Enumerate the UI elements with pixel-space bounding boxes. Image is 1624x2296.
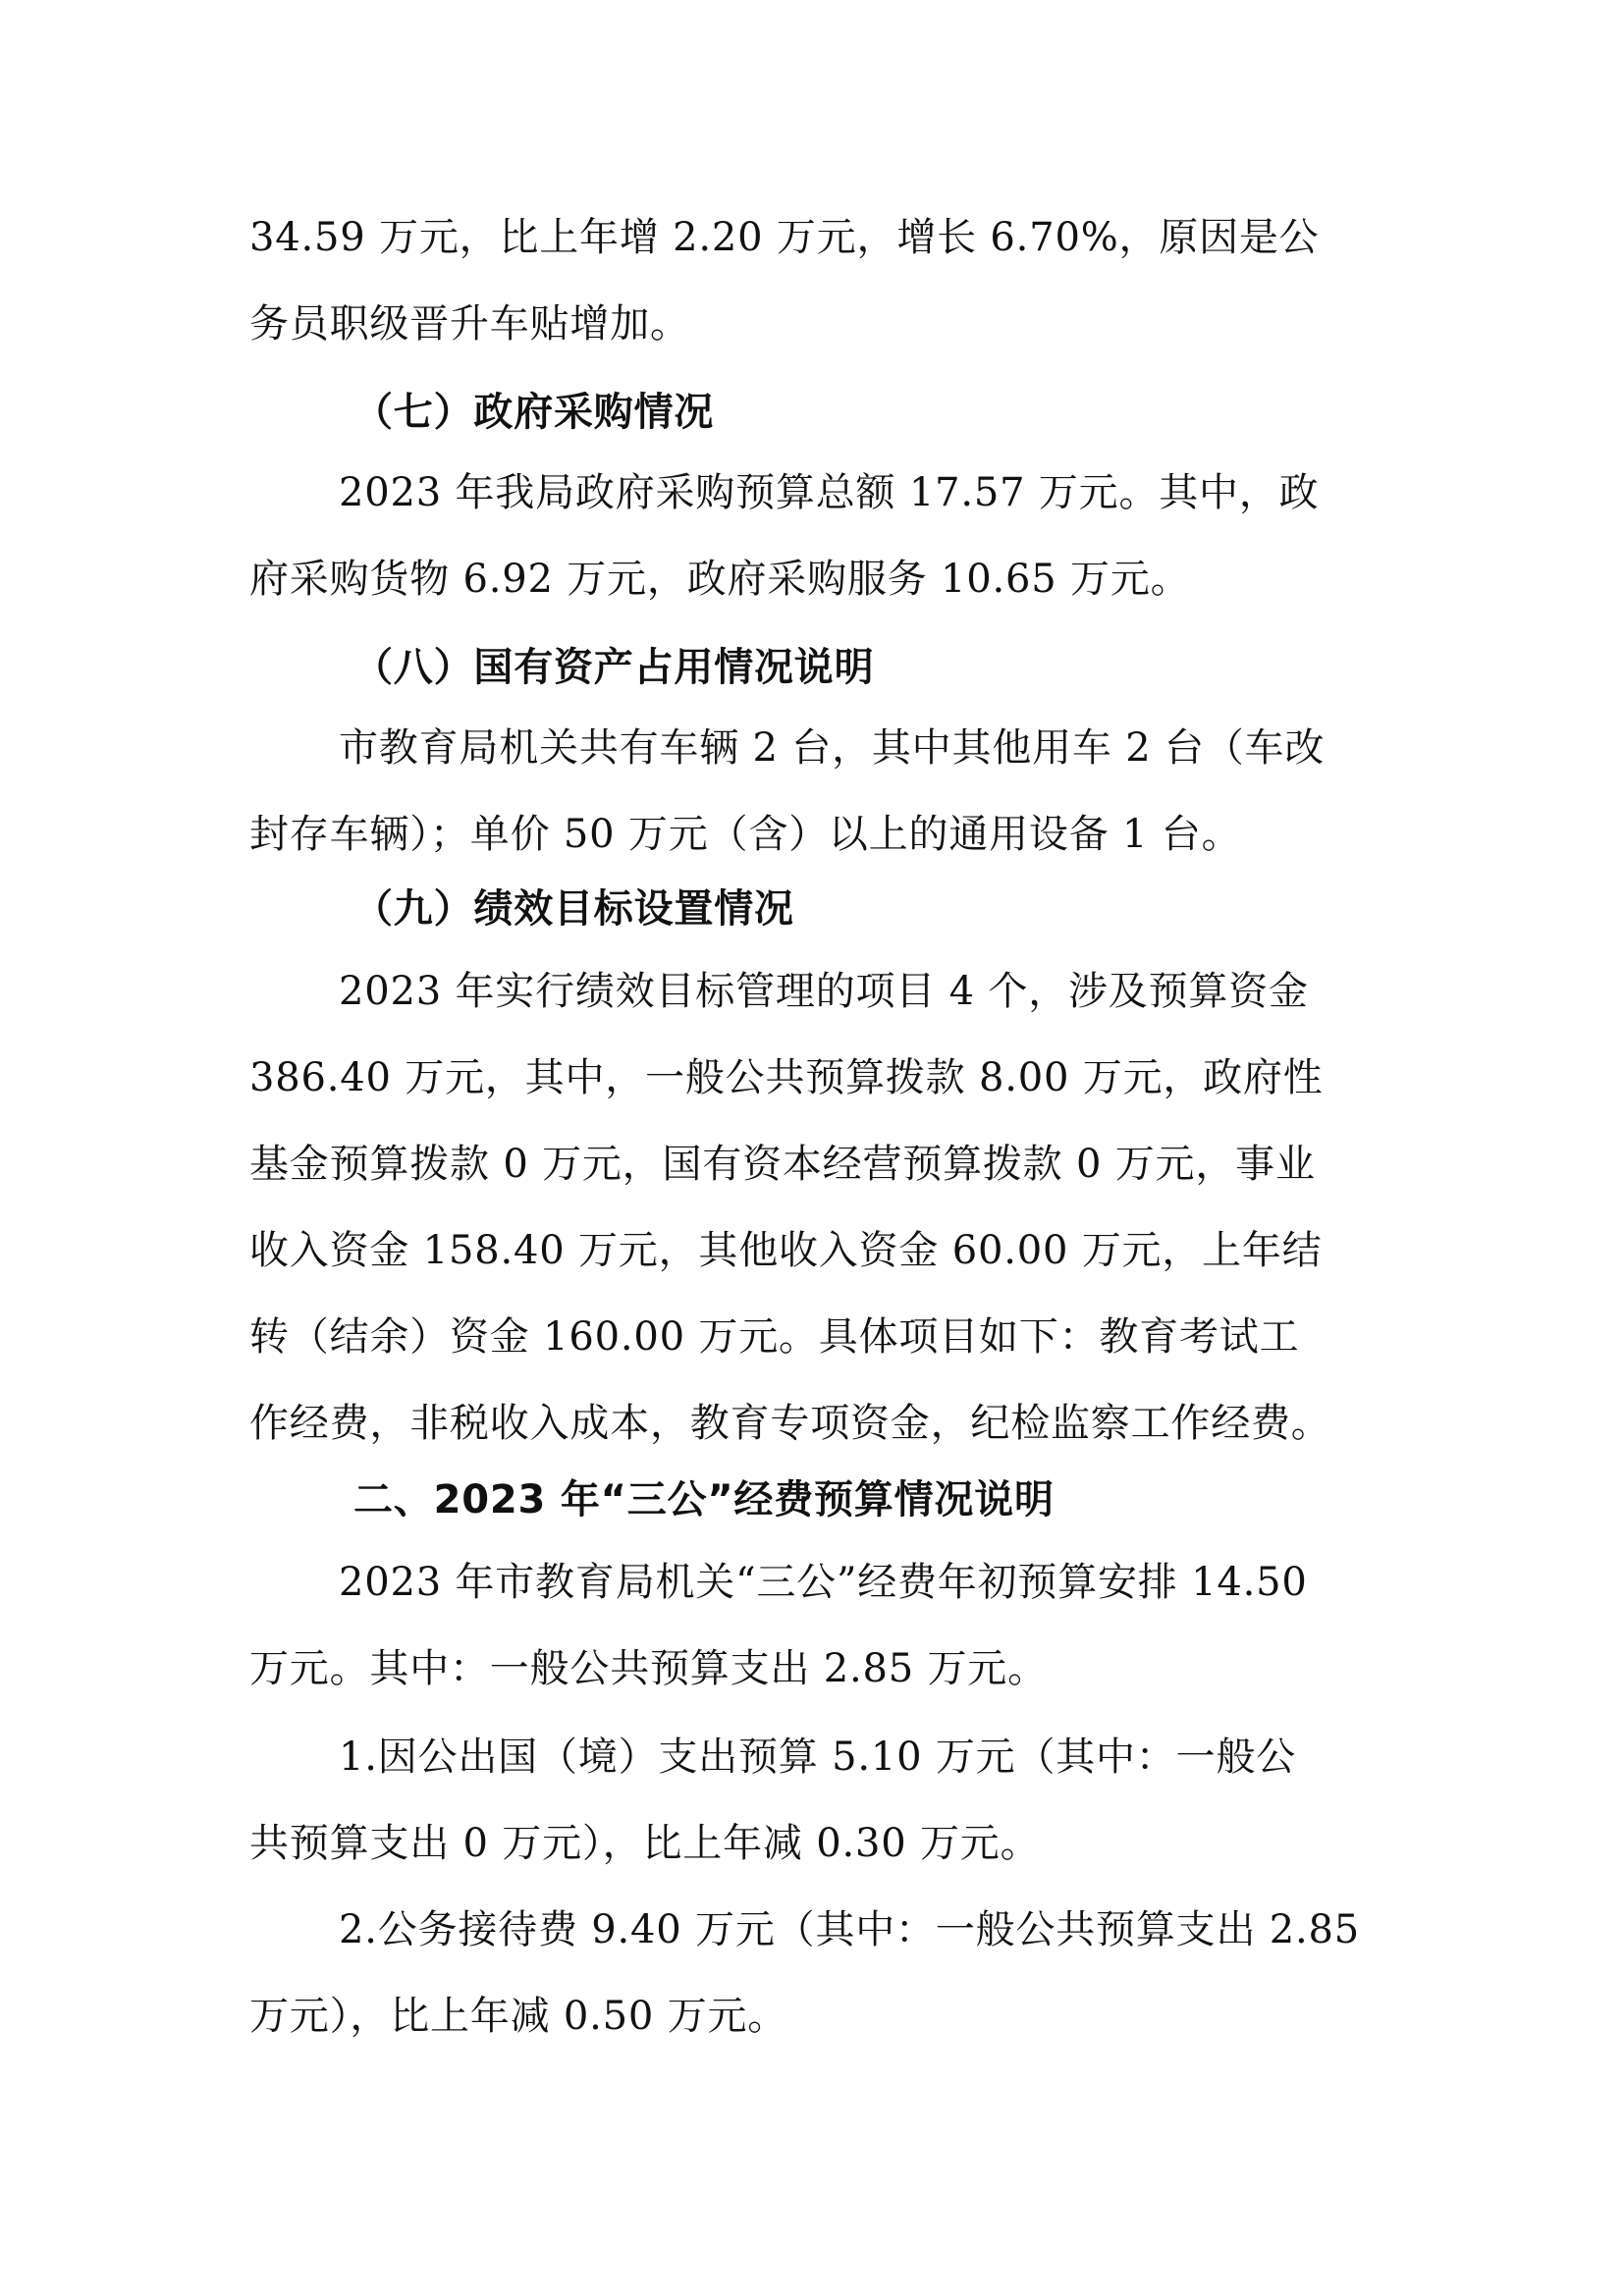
text-line: 基金预算拨款 0 万元，国有资本经营预算拨款 0 万元，事业 — [249, 1142, 1316, 1187]
text-line: 收入资金 158.40 万元，其他收入资金 60.00 万元，上年结 — [249, 1228, 1323, 1273]
text-line: 作经费，非税收入成本，教育专项资金，纪检监察工作经费。 — [249, 1401, 1331, 1446]
section-heading: （七）政府采购情况 — [353, 390, 715, 435]
text-line: 封存车辆）；单价 50 万元（含）以上的通用设备 1 台。 — [249, 812, 1242, 857]
text-line: 34.59 万元，比上年增 2.20 万元，增长 6.70%，原因是公 — [249, 215, 1320, 260]
section-heading: （九）绩效目标设置情况 — [353, 886, 794, 932]
text-line: 386.40 万元，其中，一般公共预算拨款 8.00 万元，政府性 — [249, 1055, 1324, 1100]
text-line: 2023 年我局政府采购预算总额 17.57 万元。其中，政 — [339, 470, 1320, 515]
section-heading: （八）国有资产占用情况说明 — [353, 645, 875, 690]
text-line: 1.因公出国（境）支出预算 5.10 万元（其中：一般公 — [339, 1735, 1297, 1780]
text-line: 2023 年实行绩效目标管理的项目 4 个，涉及预算资金 — [339, 969, 1309, 1014]
text-line: 转（结余）资金 160.00 万元。具体项目如下：教育考试工 — [249, 1314, 1300, 1360]
section-heading: 二、2023 年“三公”经费预算情况说明 — [353, 1477, 1055, 1522]
text-line: 万元），比上年减 0.50 万元。 — [249, 1994, 788, 2039]
text-line: 万元。其中：一般公共预算支出 2.85 万元。 — [249, 1646, 1048, 1691]
text-line: 共预算支出 0 万元），比上年减 0.30 万元。 — [249, 1821, 1041, 1866]
text-line: 市教育局机关共有车辆 2 台，其中其他用车 2 台（车改 — [339, 725, 1326, 771]
text-line: 2.公务接待费 9.40 万元（其中：一般公共预算支出 2.85 — [339, 1907, 1361, 1952]
text-line: 府采购货物 6.92 万元，政府采购服务 10.65 万元。 — [249, 557, 1191, 602]
text-line: 2023 年市教育局机关“三公”经费年初预算安排 14.50 — [339, 1560, 1308, 1605]
text-line: 务员职级晋升车贴增加。 — [249, 301, 690, 347]
